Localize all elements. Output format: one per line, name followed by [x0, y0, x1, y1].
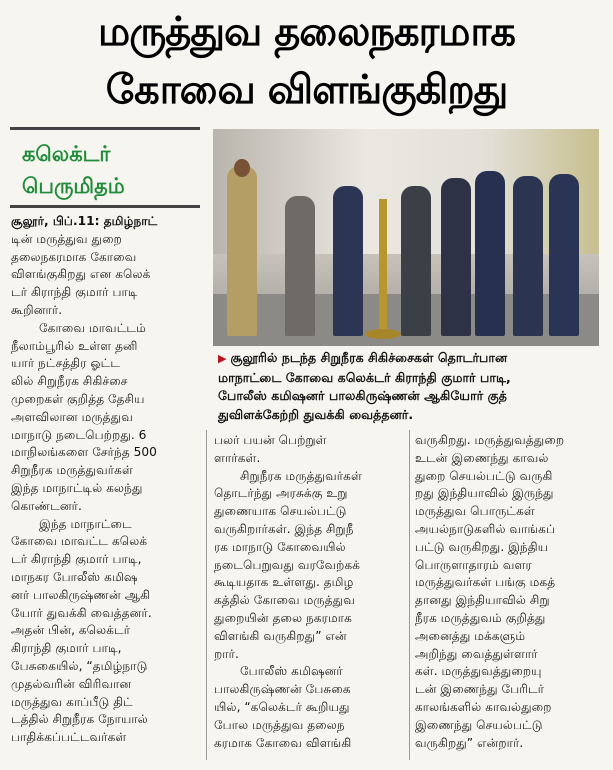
column-1-line: மாநகர போலீஸ் கமிஷ [11, 569, 138, 584]
person [441, 178, 471, 336]
column-1-line: யோர் துவக்கி வைத்தனர். [11, 605, 152, 620]
column-1-line: கூறினார். [11, 302, 63, 317]
column-2-line: கத்தில் கோவை மருத்துவ [214, 593, 355, 608]
brass-lamp-base [365, 329, 401, 339]
caption-line-text: சூலூரில் நடந்த சிறுநீரக சிகிச்சைகள் தொடர்பான [230, 350, 508, 365]
column-divider [409, 430, 410, 760]
person [475, 171, 505, 336]
column-1-line: கொண்டனர். [11, 498, 82, 513]
column-2-line: போல மருத்துவ தலைந [214, 717, 345, 732]
person [333, 186, 363, 336]
person-head [234, 159, 250, 177]
person [549, 174, 579, 336]
column-3-line: றது இந்தியாவில் இருந்து [415, 486, 554, 501]
person-police-officer [227, 166, 257, 336]
column-2-line: நடைபெறுவது வரவேற்கக் [214, 557, 361, 572]
column-3-line: அறிந்து வைத்துள்ளார் [415, 646, 538, 661]
column-2-line: விளங்கி வருகிறது” என் [214, 628, 347, 643]
column-3-line: மருத்துவ பொருட்கள் [415, 504, 535, 519]
column-3-line: துறை செயல்பட்டு வருகி [415, 468, 553, 483]
column-1-line: முதல்வரின் விரிவான [11, 676, 132, 691]
column-1-line: னர் பாலகிருஷ்ணன் ஆகி [11, 587, 151, 602]
column-3-line: பட்டு வருகிறது. இந்திய [415, 539, 549, 554]
column-1-line: முறைகள் குறித்த தேசிய [11, 391, 145, 406]
column-1-line: லில் சிறுநீரக சிகிச்சை [11, 374, 128, 389]
column-2-line: யில், “கலெக்டர் கூறியது [214, 699, 350, 714]
column-1-line: அளவிலான மருத்துவ [11, 409, 133, 424]
column-3-line: மருத்துவர்கள் பங்கு மகத் [415, 575, 556, 590]
column-1-line: அதன் பின், கலெக்டர் [11, 623, 131, 638]
article-column-1 [11, 213, 199, 747]
column-2-line: சிறுநீரக மருத்துவர்கள் [240, 468, 362, 483]
column-3-line: வருகிறது” என்றார். [415, 735, 524, 750]
column-1-line: பாதிக்கப்பட்டவர்கள் [11, 730, 127, 745]
column-1-line: கோவை மாவட்டம் [39, 320, 146, 335]
photo-caption [218, 349, 603, 424]
column-2-line: கூடியதாக உள்ளது. தமிழ [214, 575, 354, 590]
column-3-line: பொருளாதாரம் வளர [415, 557, 532, 572]
column-3-line: தானது இந்தியாவில் சிறு [415, 593, 550, 608]
column-2-line: போலீஸ் கமிஷனர் [240, 664, 343, 679]
column-2-line: ரக மாநாடு கோவையில் [214, 539, 346, 554]
caption-line [218, 349, 603, 369]
headline-line-2: கோவை விளங்குகிறது [105, 67, 508, 113]
column-3-line: டன் இணைந்து பேரிடர் [415, 682, 545, 697]
column-1-line: நீலாம்பூரில் உள்ள தனி [11, 338, 138, 353]
column-1-line: டத்தில் சிறுநீரக நோயால் [11, 712, 148, 727]
kicker-rule-top [10, 127, 200, 130]
column-1-line: மாநிலங்களை சேர்ந்த 500 [11, 445, 157, 460]
column-2-line: பலர் பயன் பெற்றுள் [214, 433, 327, 447]
person [401, 186, 431, 336]
column-2-line: தொடர்ந்து அரசுக்கு உறு [214, 486, 348, 501]
column-1-line: டர் கிராந்தி குமார் பாடி [11, 285, 138, 300]
column-1-line: யார் நட்சத்திர ஓட்ட [11, 356, 121, 371]
column-2-line: துணையாக செயல்பட்டு [214, 504, 347, 519]
column-3-line: இணைந்து செயல்பட்டு [415, 717, 543, 732]
column-2-line: வருகிறார்கள். இந்த சிறுநீ [214, 521, 354, 536]
column-3-line: நீரக மருத்துவம் குறித்து [415, 610, 546, 625]
column-1-line: இந்த மாநாட்டை [39, 516, 132, 531]
article-column-2 [214, 432, 404, 752]
caption-line: போலீஸ் கமிஷனர் பாலகிருஷ்ணன் ஆகியோர் குத் [218, 388, 507, 403]
column-1-line: இந்த மாநாட்டில் கலந்து [11, 480, 143, 495]
column-3-line: உடன் இணைந்து காவல் [415, 450, 549, 465]
column-3-line: கள். மருத்துவத்துறையு [415, 664, 542, 679]
column-1-line: சூலூர், பிப்.11: தமிழ்நாட் [11, 214, 158, 228]
column-1-line: விளங்குகிறது என கலெக் [11, 267, 151, 282]
column-2-line: துறையின் தலை நகரமாக [214, 610, 352, 625]
brass-lamp [379, 199, 387, 339]
column-1-line: டர் கிராந்தி குமார் பாடி, [11, 552, 142, 567]
column-2-line: ளார்கள். [214, 450, 261, 465]
kicker-line-2: பெருமிதம் [22, 174, 125, 198]
column-3-line: அனைத்து மக்களும் [415, 628, 526, 643]
event-photo [213, 129, 599, 346]
caption-marker-icon: ▶ [218, 352, 227, 365]
column-1-line: கோவை மாவட்ட கலெக் [11, 534, 148, 549]
column-3-line: அயல்நாடுகளில் வாங்கப் [415, 521, 556, 536]
caption-line: துவிளக்கேற்றி துவக்கி வைத்தனர். [218, 406, 414, 422]
column-3-line: வருகிறது. மருத்துவத்துறை [415, 433, 565, 447]
column-1-line: மாநாடு நடைபெற்றது. 6 [11, 427, 147, 442]
column-1-line: சிறுநீரக மருத்துவர்கள் [11, 463, 133, 478]
column-2-line: பாலகிருஷ்ணன் பேசுகை [214, 682, 351, 697]
column-1-line: கிராந்தி குமார் பாடி, [11, 641, 122, 656]
kicker-line-1: கலெக்டர் [22, 142, 111, 166]
column-1-line: மருத்துவ காப்பீடு திட் [11, 694, 133, 709]
column-2-line: கரமாக கோவை விளங்கி [214, 735, 352, 750]
caption-line: மாநாட்டை கோவை கலெக்டர் கிராந்தி குமார் பாடி, [218, 369, 511, 385]
column-1-line: டின் மருத்துவ துறை [11, 231, 122, 246]
person [513, 176, 543, 336]
kicker-rule-bottom [10, 205, 200, 208]
headline-line-1: மருத்துவ தலைநகரமாக [98, 9, 515, 55]
person [285, 196, 315, 336]
column-2-line: றார். [214, 646, 239, 661]
column-1-line: பேசுகையில், “தமிழ்நாடு [11, 658, 148, 673]
column-3-line: காலங்களில் காவல்துறை [415, 699, 552, 714]
column-divider [206, 430, 207, 760]
article-column-3 [415, 432, 605, 752]
column-1-line: தலைநகரமாக கோவை [11, 249, 137, 264]
